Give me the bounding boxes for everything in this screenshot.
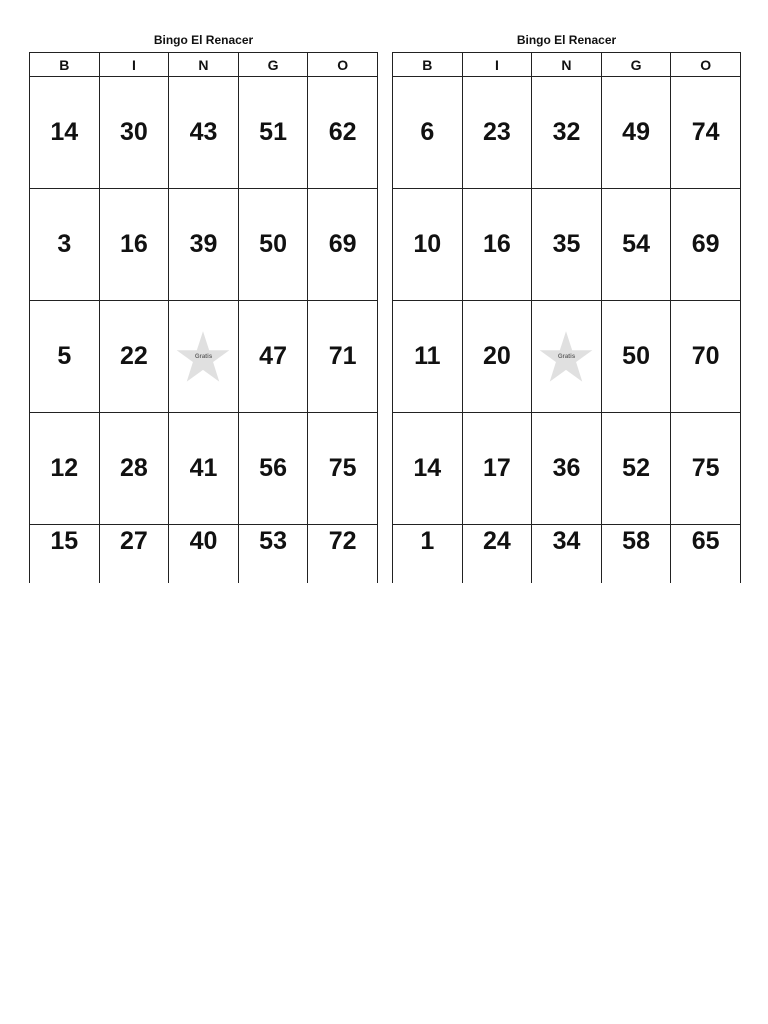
number-cell: 1 <box>393 525 463 583</box>
header-n: N <box>169 53 239 77</box>
number-row <box>393 301 741 413</box>
number-row <box>30 301 378 413</box>
number-cell: 15 <box>30 525 100 583</box>
number-cell: 24 <box>463 525 533 583</box>
free-space-cell <box>169 301 239 413</box>
header-row <box>30 53 378 77</box>
number-cell: 12 <box>30 413 100 525</box>
number-cell: 17 <box>463 413 533 525</box>
number-row <box>30 413 378 525</box>
free-space-label: Gratis <box>557 353 576 360</box>
number-cell: 69 <box>308 189 378 301</box>
number-cell: 10 <box>393 189 463 301</box>
number-cell: 16 <box>463 189 533 301</box>
free-space-label: Gratis <box>194 353 213 360</box>
header-b: B <box>30 53 100 77</box>
number-cell: 30 <box>100 77 170 189</box>
number-cell: 22 <box>100 301 170 413</box>
header-o: O <box>671 53 741 77</box>
number-cell: 70 <box>671 301 741 413</box>
header-b: B <box>393 53 463 77</box>
number-cell: 50 <box>239 189 309 301</box>
number-cell: 28 <box>100 413 170 525</box>
number-cell: 23 <box>463 77 533 189</box>
number-row <box>393 189 741 301</box>
number-row <box>393 525 741 583</box>
card-title: Bingo El Renacer <box>153 33 254 47</box>
number-cell: 53 <box>239 525 309 583</box>
number-cell: 49 <box>602 77 672 189</box>
bingo-grid <box>392 52 741 583</box>
header-g: G <box>239 53 309 77</box>
number-cell: 47 <box>239 301 309 413</box>
number-cell: 50 <box>602 301 672 413</box>
free-space-cell <box>532 301 602 413</box>
number-cell: 36 <box>532 413 602 525</box>
bingo-grid <box>29 52 378 583</box>
number-cell: 27 <box>100 525 170 583</box>
number-cell: 5 <box>30 301 100 413</box>
number-cell: 75 <box>308 413 378 525</box>
number-row <box>393 77 741 189</box>
header-i: I <box>463 53 533 77</box>
number-cell: 6 <box>393 77 463 189</box>
number-cell: 34 <box>532 525 602 583</box>
number-row <box>30 77 378 189</box>
header-i: I <box>100 53 170 77</box>
number-cell: 16 <box>100 189 170 301</box>
number-cell: 40 <box>169 525 239 583</box>
number-cell: 74 <box>671 77 741 189</box>
card-title: Bingo El Renacer <box>516 33 617 47</box>
number-row <box>30 525 378 583</box>
number-cell: 32 <box>532 77 602 189</box>
number-cell: 58 <box>602 525 672 583</box>
header-g: G <box>602 53 672 77</box>
bingo-card-1 <box>29 32 378 583</box>
number-row <box>30 189 378 301</box>
number-cell: 62 <box>308 77 378 189</box>
number-cell: 11 <box>393 301 463 413</box>
number-cell: 56 <box>239 413 309 525</box>
number-cell: 75 <box>671 413 741 525</box>
header-row <box>393 53 741 77</box>
number-cell: 69 <box>671 189 741 301</box>
number-row <box>393 413 741 525</box>
number-cell: 14 <box>393 413 463 525</box>
number-cell: 72 <box>308 525 378 583</box>
number-cell: 54 <box>602 189 672 301</box>
number-cell: 14 <box>30 77 100 189</box>
number-cell: 3 <box>30 189 100 301</box>
number-cell: 43 <box>169 77 239 189</box>
number-cell: 52 <box>602 413 672 525</box>
number-cell: 65 <box>671 525 741 583</box>
number-cell: 71 <box>308 301 378 413</box>
number-cell: 35 <box>532 189 602 301</box>
number-cell: 41 <box>169 413 239 525</box>
number-cell: 39 <box>169 189 239 301</box>
header-o: O <box>308 53 378 77</box>
bingo-card-2 <box>392 32 741 583</box>
header-n: N <box>532 53 602 77</box>
number-cell: 20 <box>463 301 533 413</box>
number-cell: 51 <box>239 77 309 189</box>
